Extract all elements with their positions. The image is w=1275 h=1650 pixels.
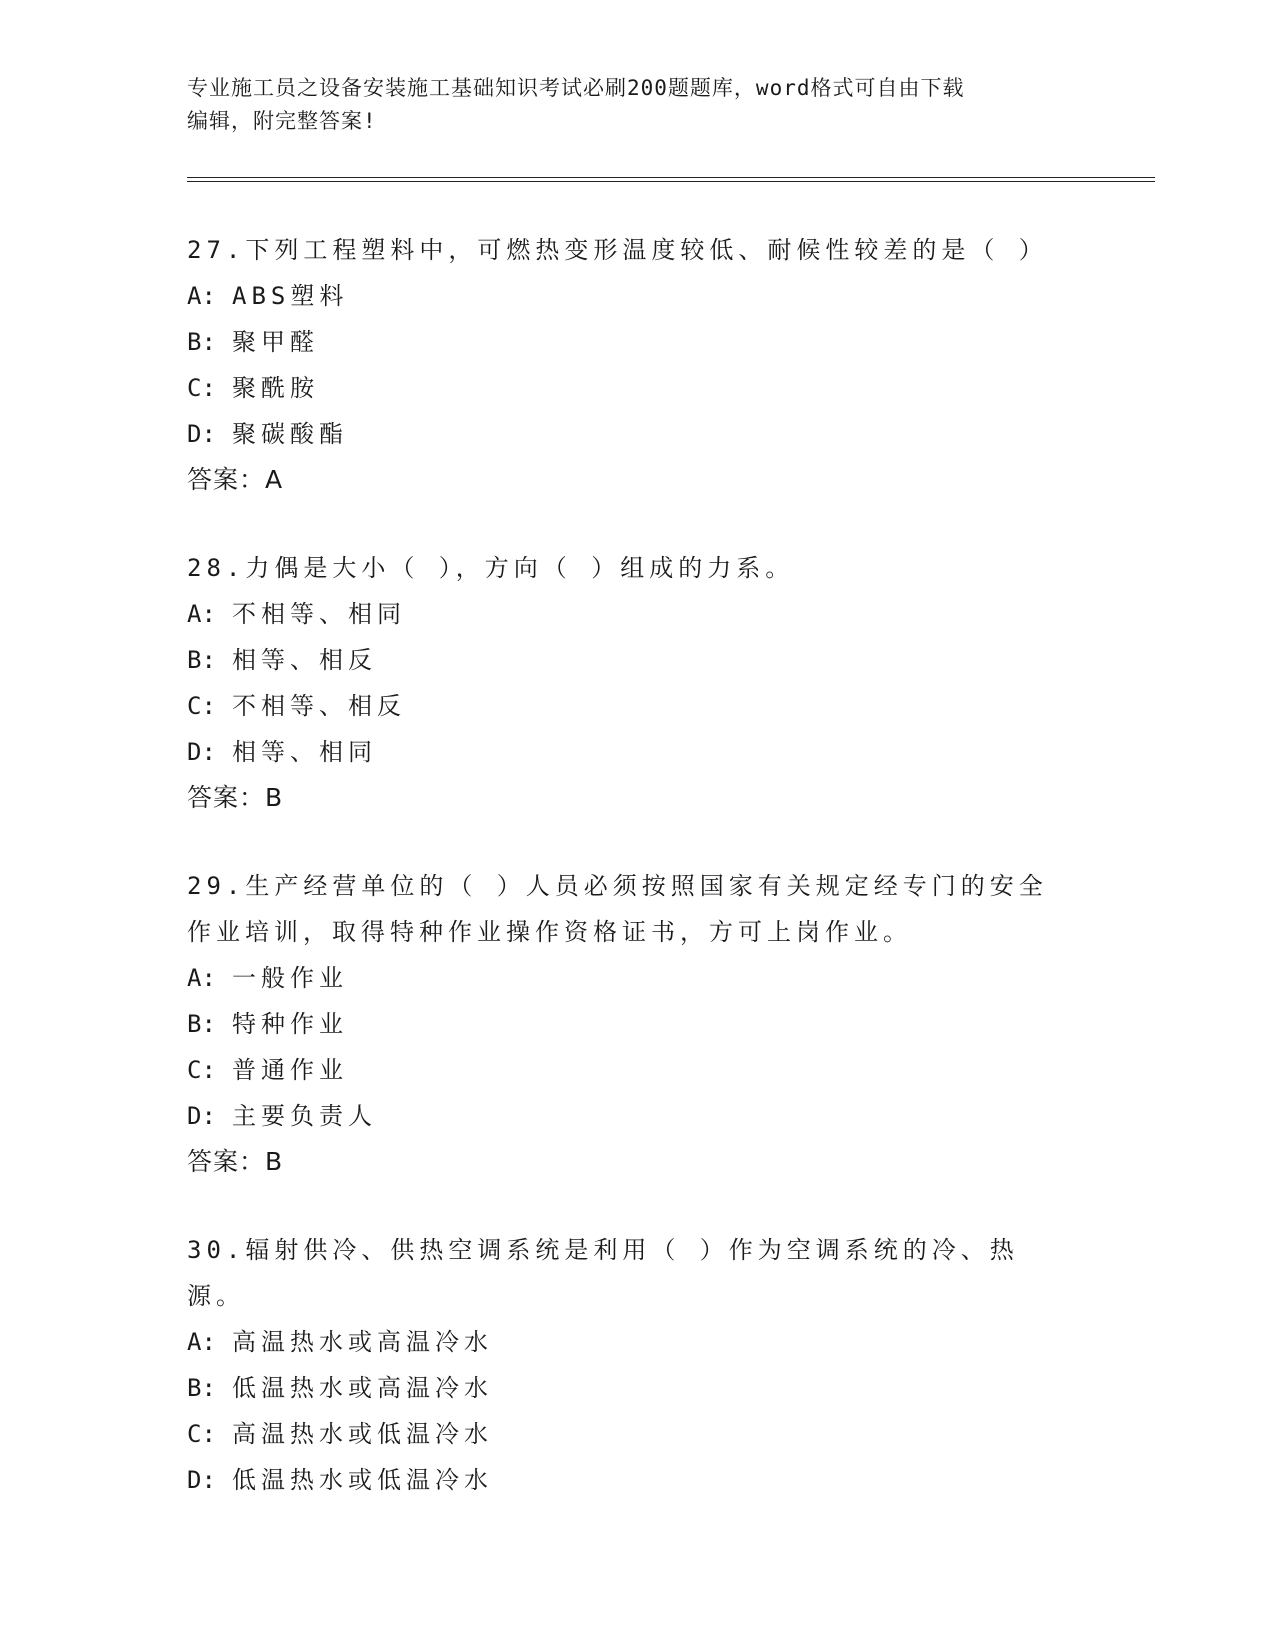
option-a <box>187 1319 1067 1365</box>
option-a <box>187 955 1067 1001</box>
option-text: 不相等、相同 <box>232 600 406 628</box>
header-title-line1: 专业施工员之设备安装施工基础知识考试必刷200题题库，word格式可自由下载 <box>187 76 965 100</box>
question-text: 28.力偶是大小（ ），方向（ ）组成的力系。 <box>187 554 795 582</box>
question-28 <box>187 545 1067 821</box>
option-text: 特种作业 <box>232 1010 348 1038</box>
option-text: 高温热水或低温冷水 <box>232 1420 493 1448</box>
option-text: 聚酰胺 <box>232 374 319 402</box>
option-key: D: <box>187 1466 216 1494</box>
option-key: C: <box>187 374 216 402</box>
option-d <box>187 1093 1067 1139</box>
option-b <box>187 1365 1067 1411</box>
option-key: C: <box>187 692 216 720</box>
answer: 答案：A <box>187 465 284 494</box>
option-text: 普通作业 <box>232 1056 348 1084</box>
option-text: 低温热水或高温冷水 <box>232 1374 493 1402</box>
option-b <box>187 637 1067 683</box>
option-text: 低温热水或低温冷水 <box>232 1466 493 1494</box>
option-key: A: <box>187 1328 216 1356</box>
option-d <box>187 729 1067 775</box>
option-b <box>187 1001 1067 1047</box>
question-text: 29.生产经营单位的（ ）人员必须按照国家有关规定经专门的安全作业培训，取得特种作业操作资格证书，方可上岗作业。 <box>187 872 1048 946</box>
option-key: B: <box>187 646 216 674</box>
option-text: 不相等、相反 <box>232 692 406 720</box>
option-b <box>187 319 1067 365</box>
option-d <box>187 1457 1067 1503</box>
option-text: 主要负责人 <box>232 1102 377 1130</box>
option-text: ABS塑料 <box>232 282 349 310</box>
header-divider-bottom <box>187 181 1155 182</box>
question-29 <box>187 863 1067 1185</box>
option-c <box>187 1411 1067 1457</box>
option-key: B: <box>187 1010 216 1038</box>
option-d <box>187 411 1067 457</box>
option-c <box>187 365 1067 411</box>
option-a <box>187 273 1067 319</box>
question-text: 27.下列工程塑料中，可燃热变形温度较低、耐候性较差的是（ ） <box>187 236 1048 264</box>
option-text: 相等、相同 <box>232 738 377 766</box>
option-text: 聚甲醛 <box>232 328 319 356</box>
option-key: B: <box>187 1374 216 1402</box>
document-header <box>187 72 1067 138</box>
header-divider-top <box>187 177 1155 178</box>
option-c <box>187 683 1067 729</box>
option-text: 相等、相反 <box>232 646 377 674</box>
header-title-line2: 编辑，附完整答案! <box>187 109 377 133</box>
option-text: 聚碳酸酯 <box>232 420 348 448</box>
option-a <box>187 591 1067 637</box>
question-30 <box>187 1227 1067 1503</box>
option-key: A: <box>187 282 216 310</box>
option-key: A: <box>187 964 216 992</box>
option-key: A: <box>187 600 216 628</box>
question-text: 30.辐射供冷、供热空调系统是利用（ ）作为空调系统的冷、热源。 <box>187 1236 1019 1310</box>
option-c <box>187 1047 1067 1093</box>
answer: 答案：B <box>187 783 284 812</box>
answer: 答案：B <box>187 1147 284 1176</box>
option-text: 一般作业 <box>232 964 348 992</box>
question-27 <box>187 227 1067 503</box>
option-key: D: <box>187 420 216 448</box>
option-key: B: <box>187 328 216 356</box>
option-key: D: <box>187 738 216 766</box>
option-key: C: <box>187 1056 216 1084</box>
option-key: D: <box>187 1102 216 1130</box>
option-key: C: <box>187 1420 216 1448</box>
option-text: 高温热水或高温冷水 <box>232 1328 493 1356</box>
